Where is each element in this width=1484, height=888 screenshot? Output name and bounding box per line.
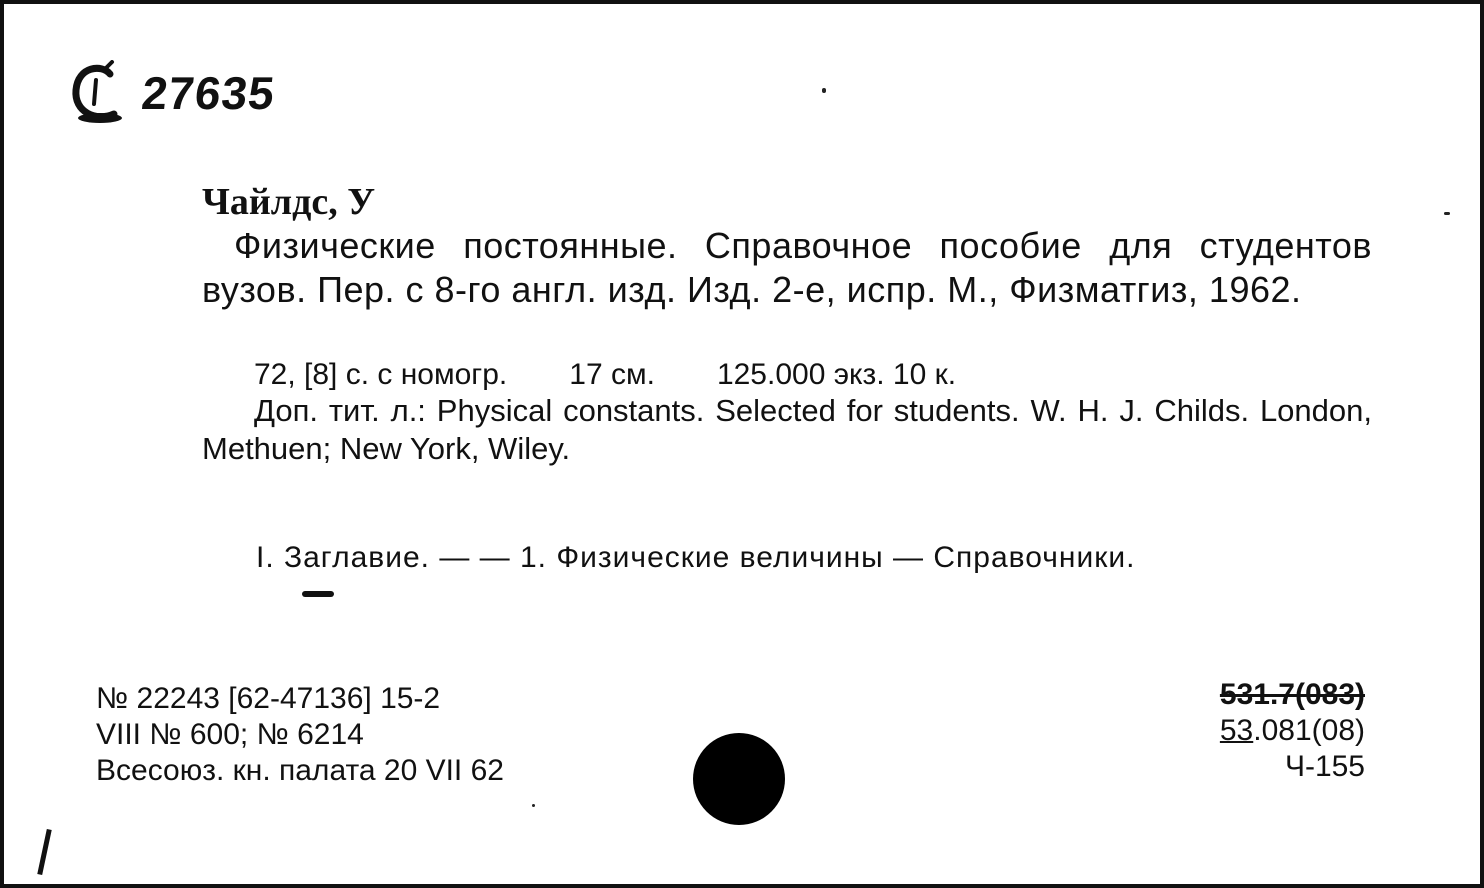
registration-line: Всесоюз. кн. палата 20 VII 62	[96, 754, 504, 787]
udc-prefix: 53	[1219, 714, 1254, 747]
classification-block	[1220, 677, 1365, 785]
author-heading: Чайлдс, У	[202, 181, 376, 223]
ink-speck	[822, 88, 826, 93]
shelfmark	[66, 60, 278, 126]
registration-block	[96, 681, 504, 789]
tracing-pencil-mark	[302, 591, 334, 597]
cutter-number: Ч-155	[1284, 750, 1365, 783]
pencil-mark	[37, 829, 51, 875]
ink-speck	[532, 804, 535, 807]
collation-size: 17 см.	[569, 358, 655, 391]
library-logo-icon	[66, 60, 128, 126]
registration-line: № 22243 [62-47136] 15-2	[96, 682, 441, 715]
collation-pages: 72, [8] с. с номогр.	[254, 358, 508, 391]
collation-print-run: 125.000 экз. 10 к.	[716, 358, 957, 391]
shelf-number: 27635	[139, 67, 278, 119]
tracings: I. Заглавие. — — 1. Физические величины — Справочники.	[256, 541, 1136, 574]
registration-line: VIII № 600; № 6214	[96, 718, 364, 751]
udc-rest: .081(08)	[1253, 714, 1365, 747]
collation	[254, 358, 956, 392]
old-class-number: 531.7(083)	[1219, 678, 1365, 711]
udc-number	[1220, 713, 1365, 749]
punch-hole	[693, 733, 785, 825]
ink-speck	[1444, 212, 1450, 215]
additional-title-note: Доп. тит. л.: Physical constants. Selected for students. W. H. J. Childs. London, Methuen; New York, Wiley.	[202, 393, 1372, 466]
title-statement: Физические постоянные. Справочное пособие для студентов вузов. Пер. с 8-го англ. изд. Изд. 2-е, испр. М., Физматгиз, 1962.	[202, 225, 1372, 310]
